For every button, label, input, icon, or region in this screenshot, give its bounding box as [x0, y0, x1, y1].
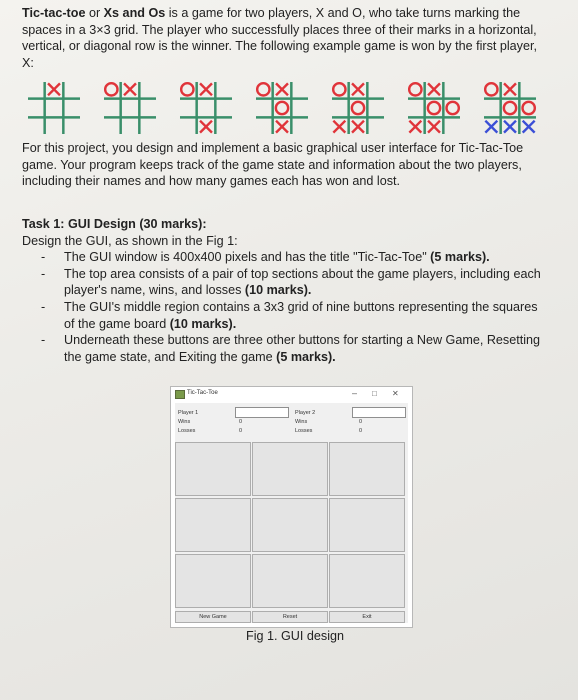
- close-button[interactable]: ✕: [392, 389, 399, 398]
- player1-wins-value: 0: [239, 419, 243, 425]
- board-cell[interactable]: [175, 442, 251, 496]
- o-mark: [181, 83, 193, 95]
- exit-button[interactable]: Exit: [329, 611, 405, 623]
- player1-name-field[interactable]: [235, 407, 289, 418]
- minimize-button[interactable]: –: [352, 388, 358, 398]
- intro-paragraph: [22, 5, 542, 71]
- project-paragraph: For this project, you design and implement a basic graphical user interface for Tic-Tac-Toe game. Your program keeps track of the game state and information about the two players, including their names and how many games each has won and lost.: [22, 141, 524, 189]
- player2-losses-value: 0: [359, 428, 363, 434]
- term-xs-and-os: Xs and Os: [103, 6, 166, 20]
- player1-losses-value: 0: [239, 428, 243, 434]
- example-board: [406, 80, 462, 136]
- intro-rest: is a game for two players, X and O, who take turns marking the spaces in a 3×3 grid. The player who successfully places three of their marks in a horizontal, vertical, or diagonal row is the winner. The following example game is won by the first player, X:: [22, 6, 537, 70]
- task-item: - The GUI window is 400x400 pixels and has the title "Tic-Tac-Toe" (5 marks).: [41, 250, 490, 265]
- o-mark: [485, 83, 497, 95]
- o-mark: [504, 102, 516, 114]
- o-mark: [333, 83, 345, 95]
- board-cell[interactable]: [175, 554, 251, 608]
- o-mark: [428, 102, 440, 114]
- game-board-grid: [175, 442, 408, 610]
- task-section: [22, 216, 547, 365]
- player1-label: Player 1: [178, 410, 199, 416]
- example-game-sequence: [26, 80, 534, 138]
- o-mark: [409, 83, 421, 95]
- board-cell[interactable]: [329, 554, 405, 608]
- player2-wins-value: 0: [359, 419, 363, 425]
- o-mark: [447, 102, 459, 114]
- board-cell[interactable]: [252, 498, 328, 552]
- player2-name-field[interactable]: [352, 407, 406, 418]
- task-item: - The top area consists of a pair of top sections about the game players, including each player's name, wins, and losses (10 marks).: [41, 266, 541, 298]
- example-board: [330, 80, 386, 136]
- task-intro: Design the GUI, as shown in the Fig 1:: [22, 233, 238, 248]
- task-item: - Underneath these buttons are three other buttons for starting a New Game, Resetting the game state, and Exiting the game (5 marks).: [41, 333, 541, 364]
- task-list: [22, 249, 547, 365]
- maximize-button[interactable]: □: [372, 389, 377, 398]
- o-mark: [523, 102, 535, 114]
- gui-window-figure: [170, 386, 413, 628]
- example-board: [178, 80, 234, 136]
- example-board: [26, 80, 82, 136]
- intro-or: or: [85, 6, 104, 20]
- window-title: Tic-Tac-Toe: [187, 390, 218, 396]
- example-board: [102, 80, 158, 136]
- board-cell[interactable]: [252, 442, 328, 496]
- term-tic-tac-toe: Tic-tac-toe: [22, 6, 86, 20]
- player2-losses-label: Losses: [295, 428, 313, 434]
- task-item: - The GUI's middle region contains a 3x3 grid of nine buttons representing the squares of the game board (10 marks).: [41, 299, 538, 331]
- board-cell[interactable]: [252, 554, 328, 608]
- example-board: [254, 80, 310, 136]
- example-board: [482, 80, 538, 136]
- o-mark: [105, 83, 117, 95]
- window-titlebar: [171, 387, 412, 403]
- new-game-button[interactable]: New Game: [175, 611, 251, 623]
- player2-label: Player 2: [295, 410, 316, 416]
- board-cell[interactable]: [329, 442, 405, 496]
- app-icon: [175, 390, 185, 399]
- task-title: Task 1: GUI Design (30 marks):: [22, 217, 207, 231]
- board-cell[interactable]: [175, 498, 251, 552]
- player2-wins-label: Wins: [295, 419, 308, 425]
- figure-caption: Fig 1. GUI design: [246, 629, 344, 643]
- reset-button[interactable]: Reset: [252, 611, 328, 623]
- player1-wins-label: Wins: [178, 419, 191, 425]
- board-cell[interactable]: [329, 498, 405, 552]
- o-mark: [352, 102, 364, 114]
- player1-losses-label: Losses: [178, 428, 196, 434]
- o-mark: [276, 102, 288, 114]
- o-mark: [257, 83, 269, 95]
- window-content: [175, 403, 408, 623]
